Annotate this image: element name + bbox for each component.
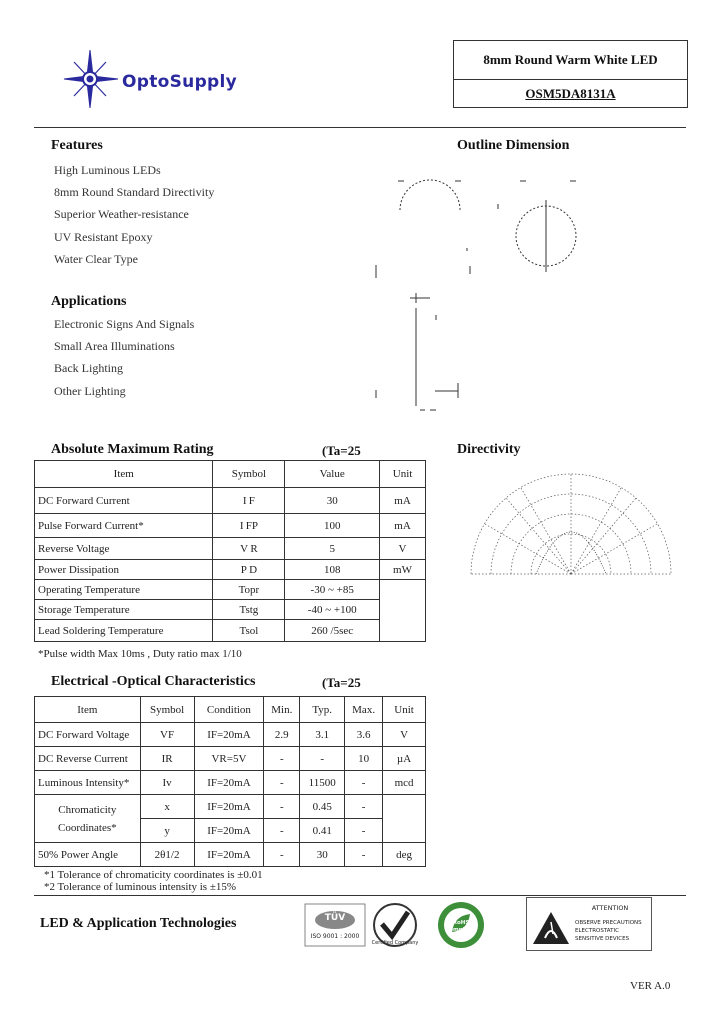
table-row: DC Forward Voltage VF IF=20mA 2.9 3.1 3.6 V xyxy=(35,723,426,747)
feature-item: Superior Weather-resistance xyxy=(54,207,189,221)
chromaticity-label: Chromaticity Coordinates* xyxy=(35,795,141,843)
features-heading: Features xyxy=(51,138,103,153)
attention-title: ATTENTION xyxy=(591,904,629,912)
col-header: Value xyxy=(285,461,380,488)
tuv-logo-icon xyxy=(304,903,366,947)
directivity-polar-chart xyxy=(466,470,676,580)
certified-company-badge: Certified Company xyxy=(370,902,420,948)
col-header: Max. xyxy=(345,697,383,723)
electro-optical-table xyxy=(34,696,426,867)
esd-attention-label: ATTENTION OBSERVE PRECAUTIONS ELECTROSTATIC SENSITIVE DEVICES xyxy=(526,897,652,951)
table-row: Chromaticity Coordinates* x IF=20mA - 0.45 - xyxy=(35,795,426,819)
table-row: Operating Temperature Topr -30 ~ +85 xyxy=(35,580,426,600)
outline-dimension-drawing xyxy=(370,168,600,418)
feature-item: UV Resistant Epoxy xyxy=(54,230,153,244)
application-item: Back Lighting xyxy=(54,361,123,375)
table-row: Lead Soldering Temperature Tsol 260 /5sec xyxy=(35,620,426,642)
col-header: Unit xyxy=(380,461,426,488)
abs-max-condition: (Ta=25 xyxy=(322,443,361,458)
esd-warning-icon xyxy=(531,908,571,948)
brand-name: OptoSupply xyxy=(122,72,238,92)
eo-note-2: *2 Tolerance of luminous intensity is ±15% xyxy=(44,881,237,893)
table-row: Luminous Intensity* Iv IF=20mA - 11500 - mcd xyxy=(35,771,426,795)
table-row: Pulse Forward Current* I FP 100 mA xyxy=(35,514,426,538)
table-row: Power Dissipation P D 108 mW xyxy=(35,560,426,580)
col-header: Condition xyxy=(194,697,264,723)
application-item: Electronic Signs And Signals xyxy=(54,317,195,331)
table-row: Reverse Voltage V R 5 V xyxy=(35,538,426,560)
applications-heading: Applications xyxy=(51,294,127,309)
table-row: DC Reverse Current IR VR=5V - - 10 µA xyxy=(35,747,426,771)
application-item: Other Lighting xyxy=(54,384,126,398)
table-row: DC Forward Current I F 30 mA xyxy=(35,488,426,514)
feature-item: High Luminous LEDs xyxy=(54,163,161,177)
col-header: Min. xyxy=(264,697,300,723)
table-row: 50% Power Angle 2θ1/2 IF=20mA - 30 - deg xyxy=(35,843,426,867)
abs-max-heading: Absolute Maximum Rating xyxy=(51,442,214,457)
outline-heading: Outline Dimension xyxy=(457,138,570,153)
col-header: Item xyxy=(35,461,213,488)
eo-note-1: *1 Tolerance of chromaticity coordinates is ±0.01 xyxy=(44,869,263,881)
col-header: Symbol xyxy=(213,461,285,488)
version-label: VER A.0 xyxy=(630,980,671,992)
tuv-cert-badge: TÜV ISO 9001 : 2000 xyxy=(304,903,366,947)
table-row: y IF=20mA - 0.41 - xyxy=(35,819,426,843)
col-header: Symbol xyxy=(140,697,194,723)
title-box xyxy=(453,40,688,108)
product-title: 8mm Round Warm White LED xyxy=(454,41,687,80)
company-name: LED & Application Technologies xyxy=(40,916,237,931)
eo-condition: (Ta=25 xyxy=(322,675,361,690)
feature-item: 8mm Round Standard Directivity xyxy=(54,185,215,199)
table-row: Storage Temperature Tstg -40 ~ +100 xyxy=(35,600,426,620)
part-number: OSM5DA8131A xyxy=(525,85,616,101)
brand-logo xyxy=(62,48,272,110)
col-header: Item xyxy=(35,697,141,723)
divider xyxy=(34,127,686,128)
directivity-heading: Directivity xyxy=(457,442,521,457)
divider xyxy=(34,895,686,896)
eo-heading: Electrical -Optical Characteristics xyxy=(51,674,256,689)
absolute-max-table xyxy=(34,460,426,642)
application-item: Small Area Illuminations xyxy=(54,339,175,353)
starburst-logo-icon xyxy=(62,48,122,110)
col-header: Unit xyxy=(383,697,426,723)
feature-item: Water Clear Type xyxy=(54,252,138,266)
abs-max-note: *Pulse width Max 10ms , Duty ratio max 1/10 xyxy=(38,648,242,660)
col-header: Typ. xyxy=(300,697,345,723)
rohs-badge: RoHS Compliant xyxy=(436,900,486,950)
